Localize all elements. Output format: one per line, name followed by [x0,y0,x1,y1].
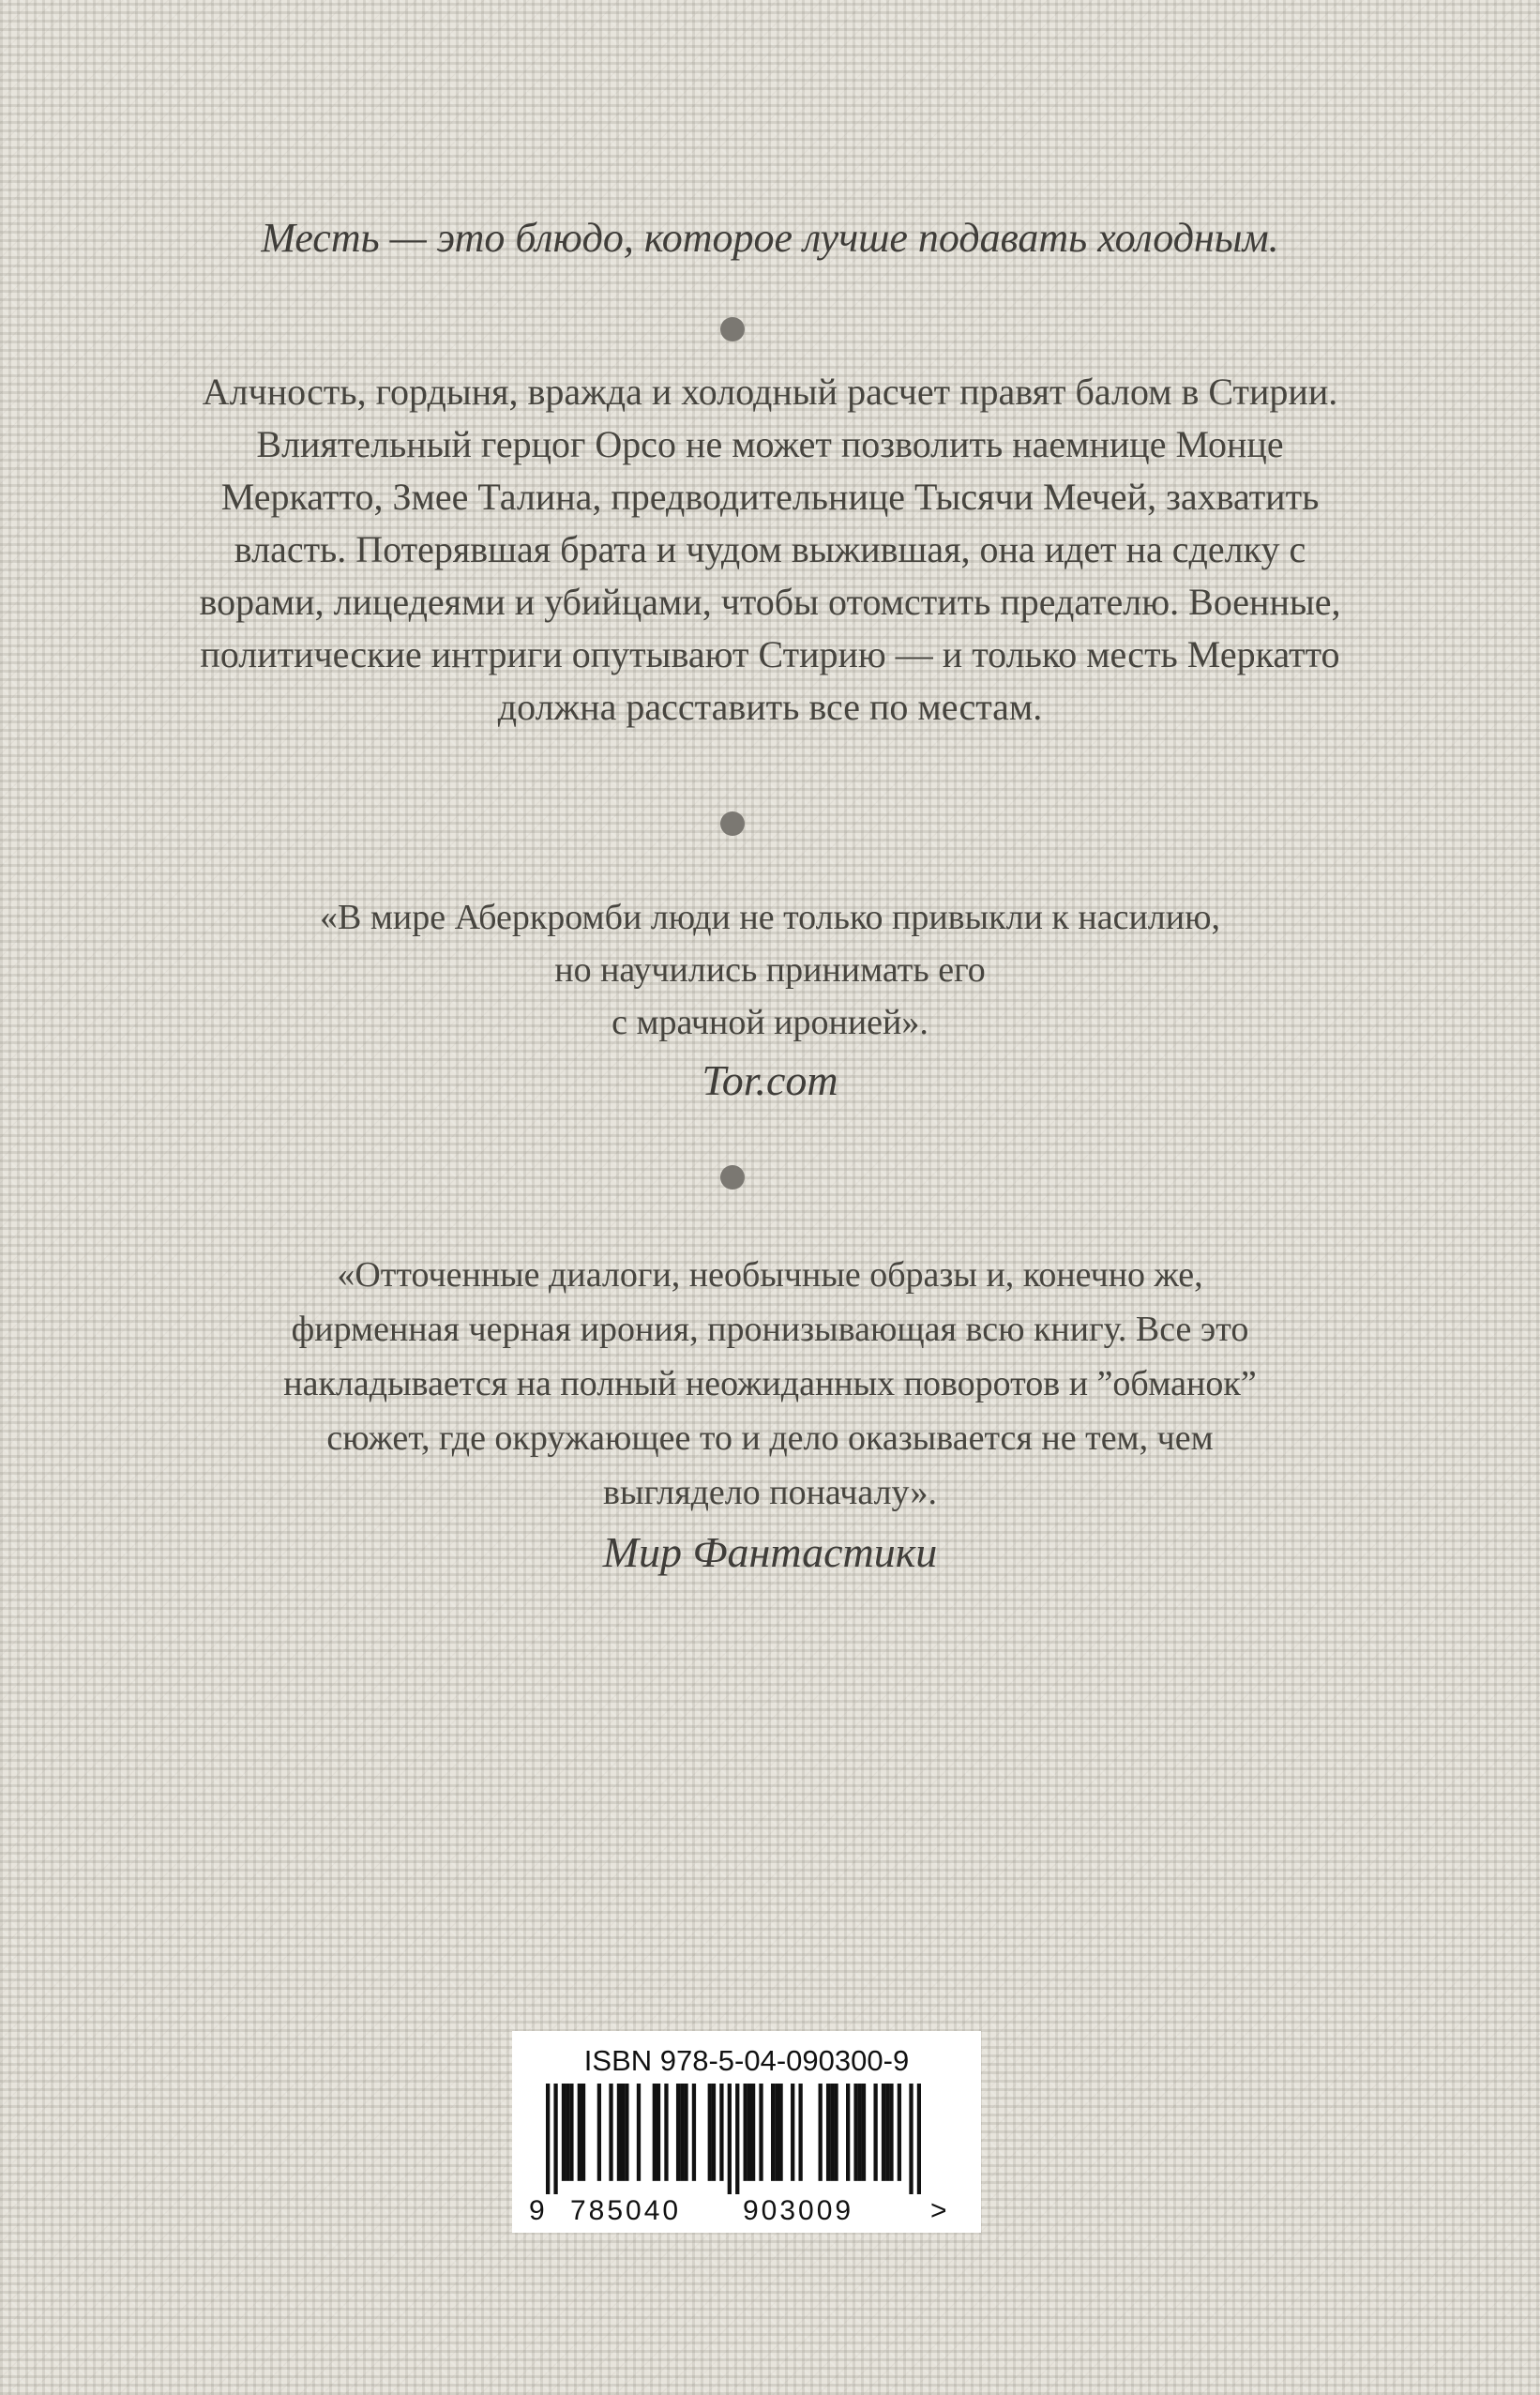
review-line: с мрачной иронией». [611,1003,929,1042]
synopsis-line: Влиятельный герцог Орсо не может позволить наемнице Монце [256,423,1284,465]
barcode-bar [819,2084,823,2181]
review-line: но научились принимать его [554,950,986,990]
barcode-bar [853,2084,857,2181]
review-source: Мир Фантастики [602,1528,938,1576]
barcode-bar [771,2084,775,2181]
barcode-bar [885,2084,889,2181]
synopsis [0,366,1540,734]
barcode-bar [692,2084,696,2181]
barcode-bar [751,2084,755,2181]
barcode-bar [830,2084,834,2181]
review-line: «Отточенные диалоги, необычные образы и, конечно же, [337,1255,1203,1295]
barcode-bar [664,2084,668,2181]
barcode-bar [759,2084,762,2181]
barcode-bar [719,2084,723,2181]
barcode-bar [858,2084,862,2181]
barcode-bar [798,2084,802,2181]
barcode-bar [625,2084,628,2181]
barcode-bar [775,2084,778,2181]
synopsis-line: власть. Потерявшая брата и чудом выжившая, она идет на сделку с [234,528,1306,570]
barcode-left-digits: 785040 [570,2195,682,2226]
barcode-bar [778,2084,782,2181]
separator-dot-icon [720,1165,745,1190]
barcode-first-digit: 9 [529,2195,545,2226]
barcode-bar [712,2084,716,2181]
separator-dot-icon [720,317,745,341]
barcode-bar [581,2084,585,2181]
barcode-quiet-zone-arrow: > [930,2195,947,2226]
barcode-bar [898,2084,901,2181]
isbn-label: ISBN 978-5-04-090300-9 [583,2044,910,2077]
barcode-bar [621,2084,625,2181]
barcode-bar [873,2084,877,2181]
review-quote-1 [0,891,1540,1107]
review-source: Tor.com [702,1056,838,1104]
synopsis-line: Меркатто, Змее Талина, предводительнице Тысячи Мечей, захватить [220,476,1320,518]
barcode-bar [708,2084,712,2181]
barcode-bar [862,2084,866,2181]
synopsis-line: должна расставить все по местам. [497,686,1043,728]
isbn-barcode [512,2031,981,2233]
barcode-bar [735,2084,739,2194]
barcode-bar [826,2084,830,2181]
barcode-bar [882,2084,885,2181]
barcode-bar [597,2084,601,2181]
barcode-bar [578,2084,581,2181]
review-line: выглядело поначалу». [603,1473,937,1512]
epigraph-text: Месть — это блюдо, которое лучше подавать холодным. [261,215,1279,261]
review-line: сюжет, где окружающее то и дело оказывается не тем, чем [326,1418,1214,1458]
barcode-bars [546,2084,921,2194]
review-line: фирменная черная ирония, пронизывающая всю книгу. Все это [291,1310,1249,1349]
barcode-bar [617,2084,621,2181]
synopsis-line: ворами, лицедеями и убийцами, чтобы отомстить предателю. Военные, [199,581,1341,623]
barcode-bar [676,2084,680,2181]
barcode-bar [680,2084,684,2181]
barcode-bar [846,2084,850,2181]
barcode-bar [744,2084,747,2181]
barcode-bar [609,2084,612,2181]
barcode-bar [889,2084,893,2181]
barcode-bar [747,2084,751,2181]
barcode-bar [917,2084,921,2194]
barcode-bar [657,2084,660,2181]
review-line: «В мире Аберкромби люди не только привыкли к насилию, [320,898,1220,937]
separator-dot-icon [720,811,745,836]
epigraph [0,214,1540,262]
barcode-bar [546,2084,550,2194]
synopsis-line: Алчность, гордыня, вражда и холодный расчет правят балом в Стирии. [202,371,1338,413]
barcode-bar [684,2084,687,2181]
synopsis-line: политические интриги опутывают Стирию — и только месть Меркатто [200,633,1340,675]
barcode-bar [566,2084,569,2181]
review-quote-2 [0,1248,1540,1580]
barcode-bar [637,2084,641,2181]
barcode-bar [834,2084,838,2181]
barcode-bar [909,2084,913,2194]
barcode-right-digits: 903009 [743,2195,854,2226]
barcode-bar [728,2084,732,2194]
review-line: накладывается на полный неожиданных поворотов и ”обманок” [283,1364,1257,1403]
barcode-bar [553,2084,557,2194]
barcode-bar [562,2084,566,2181]
barcode-bar [569,2084,573,2181]
barcode-bar [791,2084,794,2181]
barcode-bar [653,2084,657,2181]
